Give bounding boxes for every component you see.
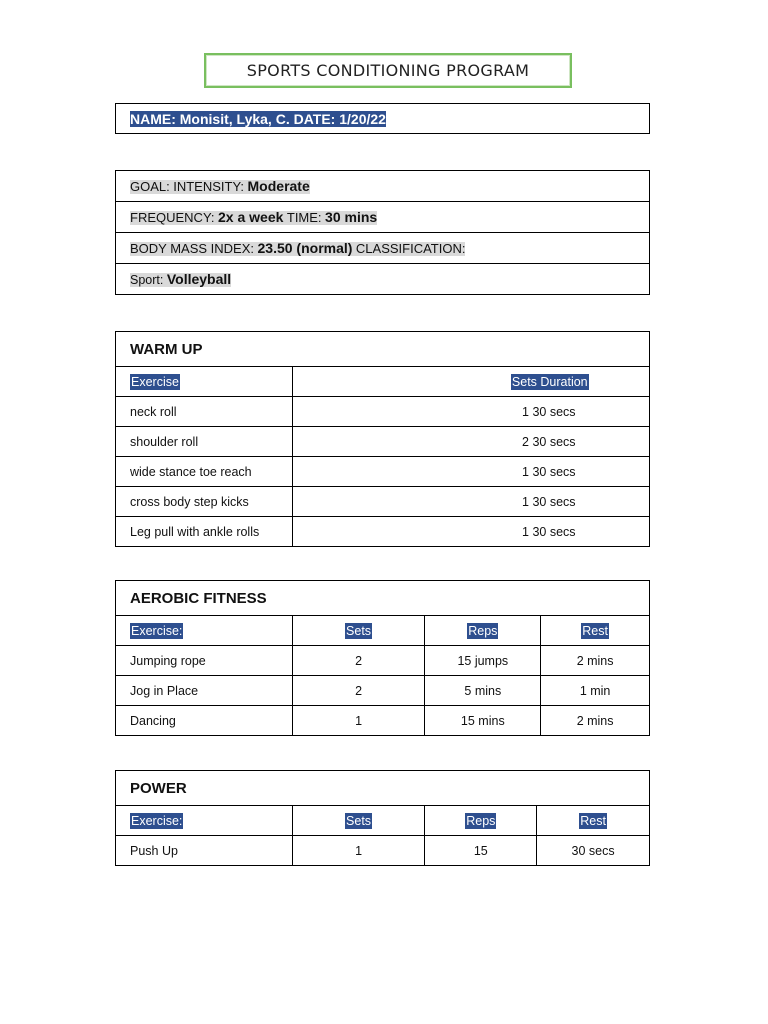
rest-cell: 30 secs: [537, 836, 650, 866]
exercise-cell: Leg pull with ankle rolls: [116, 517, 293, 547]
sport-value: Volleyball: [166, 271, 232, 287]
sport-row: [116, 264, 650, 295]
bmi-row: [116, 233, 650, 264]
table-row: [116, 706, 650, 736]
frequency-value: 2x a week: [218, 209, 284, 225]
reps-cell: 15 mins: [425, 706, 541, 736]
intensity-label: INTENSITY:: [173, 179, 245, 194]
time-label: TIME:: [286, 210, 322, 225]
col-rest: Rest: [580, 813, 606, 828]
col-sets: Sets: [346, 623, 372, 638]
col-reps: Reps: [468, 623, 498, 638]
table-row: [116, 517, 650, 547]
power-table: [115, 770, 650, 866]
warm-up-header-row: [116, 367, 650, 397]
sets-duration-cell: 1 30 secs: [292, 487, 649, 517]
col-sets-duration: Sets Duration: [511, 374, 588, 389]
col-exercise: Exercise: [131, 374, 179, 389]
reps-cell: 15: [425, 836, 537, 866]
exercise-cell: Jog in Place: [116, 676, 293, 706]
aerobic-heading: AEROBIC FITNESS: [116, 581, 650, 616]
classification-label: CLASSIFICATION:: [355, 241, 466, 256]
sets-duration-cell: 1 30 secs: [292, 517, 649, 547]
table-row: [116, 676, 650, 706]
table-row: [116, 646, 650, 676]
sets-cell: 1: [292, 706, 425, 736]
name-date-box: [115, 103, 650, 134]
power-header-row: [116, 806, 650, 836]
table-row: [116, 397, 650, 427]
name-date-line: NAME: Monisit, Lyka, C. DATE: 1/20/22: [130, 110, 386, 127]
sport-label: Sport:: [130, 273, 164, 287]
table-row: [116, 487, 650, 517]
warm-up-heading: WARM UP: [116, 332, 650, 367]
col-rest: Rest: [582, 623, 608, 638]
exercise-cell: cross body step kicks: [116, 487, 293, 517]
table-row: [116, 457, 650, 487]
col-sets: Sets: [346, 813, 372, 828]
aerobic-fitness-table: [115, 580, 650, 736]
title-box: [204, 53, 572, 88]
info-table: [115, 170, 650, 295]
sets-cell: 2: [292, 646, 425, 676]
col-exercise: Exercise:: [131, 813, 183, 828]
goal-intensity-row: [116, 171, 650, 202]
rest-cell: 1 min: [541, 676, 650, 706]
bmi-label: BODY MASS INDEX:: [130, 241, 255, 256]
frequency-time-row: [116, 202, 650, 233]
rest-cell: 2 mins: [541, 706, 650, 736]
exercise-cell: Dancing: [116, 706, 293, 736]
reps-cell: 5 mins: [425, 676, 541, 706]
warm-up-table: [115, 331, 650, 547]
reps-cell: 15 jumps: [425, 646, 541, 676]
exercise-cell: wide stance toe reach: [116, 457, 293, 487]
page-title: SPORTS CONDITIONING PROGRAM: [246, 61, 530, 80]
frequency-label: FREQUENCY:: [130, 210, 215, 225]
exercise-cell: shoulder roll: [116, 427, 293, 457]
table-row: [116, 836, 650, 866]
aerobic-header-row: [116, 616, 650, 646]
exercise-cell: neck roll: [116, 397, 293, 427]
sets-cell: 1: [292, 836, 425, 866]
sets-duration-cell: 1 30 secs: [292, 397, 649, 427]
goal-label: GOAL:: [130, 179, 170, 194]
exercise-cell: Push Up: [116, 836, 293, 866]
bmi-value: 23.50 (normal): [257, 240, 353, 256]
rest-cell: 2 mins: [541, 646, 650, 676]
col-exercise: Exercise:: [131, 623, 183, 638]
sets-duration-cell: 1 30 secs: [292, 457, 649, 487]
exercise-cell: Jumping rope: [116, 646, 293, 676]
intensity-value: Moderate: [247, 178, 310, 194]
table-row: [116, 427, 650, 457]
time-value: 30 mins: [325, 209, 378, 225]
sets-duration-cell: 2 30 secs: [292, 427, 649, 457]
power-heading: POWER: [116, 771, 650, 806]
sets-cell: 2: [292, 676, 425, 706]
col-reps: Reps: [466, 813, 496, 828]
